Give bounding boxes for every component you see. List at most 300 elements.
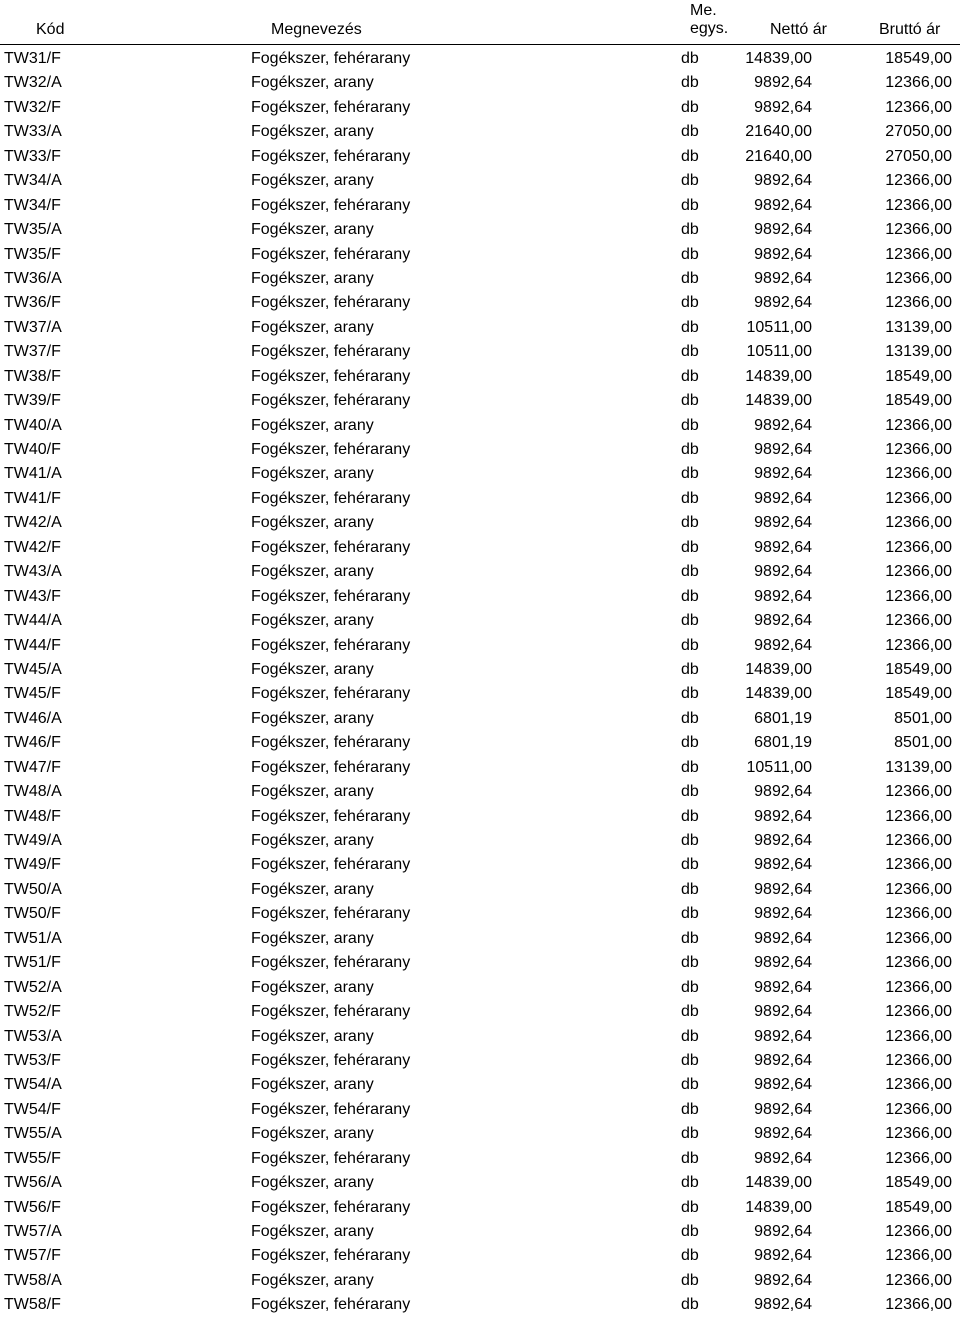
product-name: Fogékszer, fehérarany bbox=[251, 294, 411, 312]
product-name: Fogékszer, arany bbox=[251, 929, 374, 947]
gross-price: 12366,00 bbox=[885, 514, 952, 532]
product-code: TW46/A bbox=[4, 709, 62, 727]
unit: db bbox=[681, 783, 699, 801]
column-header-unit bbox=[690, 2, 728, 38]
table-row bbox=[0, 487, 960, 511]
table-row bbox=[0, 1171, 960, 1195]
gross-price: 13139,00 bbox=[885, 343, 952, 361]
table-row bbox=[0, 682, 960, 706]
table-row bbox=[0, 609, 960, 633]
gross-price: 12366,00 bbox=[885, 1223, 952, 1240]
net-price: 6801,19 bbox=[754, 709, 812, 727]
table-row bbox=[0, 927, 960, 951]
net-price: 21640,00 bbox=[745, 123, 812, 141]
product-name: Fogékszer, fehérarany bbox=[251, 1003, 411, 1021]
net-price: 9892,64 bbox=[754, 1247, 812, 1265]
product-name: Fogékszer, fehérarany bbox=[251, 98, 411, 116]
product-name: Fogékszer, fehérarany bbox=[251, 685, 411, 703]
product-name: Fogékszer, fehérarany bbox=[251, 734, 411, 752]
product-code: TW34/A bbox=[4, 172, 62, 190]
product-code: TW48/A bbox=[4, 783, 62, 801]
unit: db bbox=[681, 147, 699, 165]
unit: db bbox=[681, 856, 699, 874]
header-divider bbox=[0, 44, 960, 45]
net-price: 9892,64 bbox=[754, 954, 812, 972]
unit: db bbox=[681, 978, 699, 996]
product-code: TW54/A bbox=[4, 1076, 62, 1094]
product-name: Fogékszer, arany bbox=[251, 1027, 374, 1045]
unit: db bbox=[681, 1003, 699, 1021]
product-code: TW55/A bbox=[4, 1125, 62, 1143]
gross-price: 12366,00 bbox=[885, 1003, 952, 1021]
unit: db bbox=[681, 294, 699, 312]
gross-price: 12366,00 bbox=[885, 1247, 952, 1265]
unit: db bbox=[681, 1223, 699, 1240]
unit: db bbox=[681, 196, 699, 214]
product-code: TW49/F bbox=[4, 856, 61, 874]
product-code: TW51/F bbox=[4, 954, 61, 972]
gross-price: 12366,00 bbox=[885, 221, 952, 239]
net-price: 14839,00 bbox=[745, 660, 812, 678]
table-row bbox=[0, 805, 960, 829]
net-price: 9892,64 bbox=[754, 807, 812, 825]
product-code: TW37/A bbox=[4, 318, 62, 336]
product-name: Fogékszer, arany bbox=[251, 783, 374, 801]
product-code: TW55/F bbox=[4, 1149, 61, 1167]
unit: db bbox=[681, 269, 699, 287]
product-name: Fogékszer, arany bbox=[251, 416, 374, 434]
product-code: TW36/A bbox=[4, 269, 62, 287]
net-price: 9892,64 bbox=[754, 1027, 812, 1045]
net-price: 9892,64 bbox=[754, 196, 812, 214]
net-price: 9892,64 bbox=[754, 783, 812, 801]
gross-price: 12366,00 bbox=[885, 1027, 952, 1045]
product-name: Fogékszer, arany bbox=[251, 1076, 374, 1094]
table-row bbox=[0, 120, 960, 144]
gross-price: 13139,00 bbox=[885, 758, 952, 776]
table-row bbox=[0, 1147, 960, 1171]
table-row bbox=[0, 536, 960, 560]
gross-price: 13139,00 bbox=[885, 318, 952, 336]
unit: db bbox=[681, 905, 699, 923]
table-row bbox=[0, 878, 960, 902]
product-name: Fogékszer, arany bbox=[251, 709, 374, 727]
net-price: 9892,64 bbox=[754, 929, 812, 947]
column-header-name: Megnevezés bbox=[271, 21, 362, 38]
product-name: Fogékszer, fehérarany bbox=[251, 758, 411, 776]
table-row bbox=[0, 902, 960, 926]
product-code: TW40/F bbox=[4, 441, 61, 458]
price-table-body bbox=[0, 47, 960, 1318]
net-price: 14839,00 bbox=[745, 1198, 812, 1216]
product-name: Fogékszer, fehérarany bbox=[251, 196, 411, 214]
net-price: 9892,64 bbox=[754, 612, 812, 630]
gross-price: 12366,00 bbox=[885, 978, 952, 996]
product-code: TW51/A bbox=[4, 929, 62, 947]
product-code: TW35/F bbox=[4, 245, 61, 263]
unit: db bbox=[681, 1100, 699, 1118]
product-code: TW49/A bbox=[4, 832, 62, 849]
product-code: TW56/F bbox=[4, 1198, 61, 1216]
gross-price: 18549,00 bbox=[885, 685, 952, 703]
net-price: 9892,64 bbox=[754, 269, 812, 287]
product-name: Fogékszer, arany bbox=[251, 465, 374, 483]
gross-price: 12366,00 bbox=[885, 245, 952, 263]
product-name: Fogékszer, arany bbox=[251, 514, 374, 532]
gross-price: 12366,00 bbox=[885, 1051, 952, 1069]
table-row bbox=[0, 756, 960, 780]
gross-price: 12366,00 bbox=[885, 905, 952, 923]
gross-price: 12366,00 bbox=[885, 807, 952, 825]
product-name: Fogékszer, arany bbox=[251, 1174, 374, 1192]
table-row bbox=[0, 1073, 960, 1097]
unit: db bbox=[681, 1051, 699, 1069]
gross-price: 12366,00 bbox=[885, 636, 952, 654]
unit: db bbox=[681, 441, 699, 458]
table-row bbox=[0, 951, 960, 975]
product-name: Fogékszer, fehérarany bbox=[251, 1247, 411, 1265]
gross-price: 18549,00 bbox=[885, 660, 952, 678]
product-name: Fogékszer, fehérarany bbox=[251, 1149, 411, 1167]
gross-price: 12366,00 bbox=[885, 563, 952, 581]
table-row bbox=[0, 218, 960, 242]
table-row bbox=[0, 389, 960, 413]
product-code: TW48/F bbox=[4, 807, 61, 825]
net-price: 9892,64 bbox=[754, 172, 812, 190]
table-row bbox=[0, 340, 960, 364]
product-name: Fogékszer, arany bbox=[251, 123, 374, 141]
table-row bbox=[0, 585, 960, 609]
net-price: 6801,19 bbox=[754, 734, 812, 752]
unit: db bbox=[681, 245, 699, 263]
column-header-unit-line2: egys. bbox=[690, 20, 729, 37]
net-price: 9892,64 bbox=[754, 832, 812, 849]
product-name: Fogékszer, arany bbox=[251, 74, 374, 92]
product-name: Fogékszer, arany bbox=[251, 269, 374, 287]
net-price: 9892,64 bbox=[754, 441, 812, 458]
unit: db bbox=[681, 587, 699, 605]
product-code: TW41/A bbox=[4, 465, 62, 483]
product-code: TW53/A bbox=[4, 1027, 62, 1045]
net-price: 9892,64 bbox=[754, 1125, 812, 1143]
product-code: TW31/F bbox=[4, 50, 61, 67]
net-price: 9892,64 bbox=[754, 1051, 812, 1069]
unit: db bbox=[681, 1198, 699, 1216]
table-row bbox=[0, 1269, 960, 1293]
unit: db bbox=[681, 1076, 699, 1094]
product-code: TW44/F bbox=[4, 636, 61, 654]
product-code: TW37/F bbox=[4, 343, 61, 361]
gross-price: 12366,00 bbox=[885, 929, 952, 947]
gross-price: 27050,00 bbox=[885, 123, 952, 141]
net-price: 21640,00 bbox=[745, 147, 812, 165]
table-row bbox=[0, 634, 960, 658]
net-price: 9892,64 bbox=[754, 1296, 812, 1314]
table-row bbox=[0, 1049, 960, 1073]
gross-price: 12366,00 bbox=[885, 880, 952, 898]
gross-price: 12366,00 bbox=[885, 1076, 952, 1094]
net-price: 9892,64 bbox=[754, 1003, 812, 1021]
unit: db bbox=[681, 538, 699, 556]
product-code: TW33/A bbox=[4, 123, 62, 141]
gross-price: 18549,00 bbox=[885, 1198, 952, 1216]
gross-price: 8501,00 bbox=[894, 709, 952, 727]
product-code: TW35/A bbox=[4, 221, 62, 239]
net-price: 9892,64 bbox=[754, 1076, 812, 1094]
unit: db bbox=[681, 318, 699, 336]
unit: db bbox=[681, 50, 699, 67]
table-row bbox=[0, 365, 960, 389]
unit: db bbox=[681, 392, 699, 410]
product-name: Fogékszer, arany bbox=[251, 978, 374, 996]
gross-price: 18549,00 bbox=[885, 392, 952, 410]
gross-price: 12366,00 bbox=[885, 465, 952, 483]
unit: db bbox=[681, 123, 699, 141]
gross-price: 12366,00 bbox=[885, 294, 952, 312]
unit: db bbox=[681, 367, 699, 385]
unit: db bbox=[681, 172, 699, 190]
product-name: Fogékszer, arany bbox=[251, 1271, 374, 1289]
net-price: 14839,00 bbox=[745, 392, 812, 410]
product-name: Fogékszer, fehérarany bbox=[251, 1296, 411, 1314]
product-name: Fogékszer, fehérarany bbox=[251, 636, 411, 654]
table-row bbox=[0, 169, 960, 193]
net-price: 14839,00 bbox=[745, 685, 812, 703]
product-code: TW53/F bbox=[4, 1051, 61, 1069]
gross-price: 12366,00 bbox=[885, 1100, 952, 1118]
gross-price: 12366,00 bbox=[885, 856, 952, 874]
product-code: TW41/F bbox=[4, 489, 61, 507]
product-code: TW52/F bbox=[4, 1003, 61, 1021]
gross-price: 12366,00 bbox=[885, 954, 952, 972]
gross-price: 12366,00 bbox=[885, 783, 952, 801]
product-code: TW58/A bbox=[4, 1271, 62, 1289]
unit: db bbox=[681, 929, 699, 947]
product-name: Fogékszer, arany bbox=[251, 1223, 374, 1240]
net-price: 9892,64 bbox=[754, 905, 812, 923]
table-row bbox=[0, 267, 960, 291]
net-price: 9892,64 bbox=[754, 74, 812, 92]
table-row bbox=[0, 511, 960, 535]
product-code: TW43/F bbox=[4, 587, 61, 605]
product-name: Fogékszer, fehérarany bbox=[251, 1198, 411, 1216]
table-row bbox=[0, 1000, 960, 1024]
product-code: TW50/F bbox=[4, 905, 61, 923]
product-name: Fogékszer, arany bbox=[251, 318, 374, 336]
net-price: 9892,64 bbox=[754, 1100, 812, 1118]
net-price: 9892,64 bbox=[754, 1149, 812, 1167]
net-price: 10511,00 bbox=[746, 758, 812, 776]
product-code: TW46/F bbox=[4, 734, 61, 752]
product-code: TW44/A bbox=[4, 612, 62, 630]
column-header-net-price: Nettó ár bbox=[770, 21, 827, 38]
product-code: TW50/A bbox=[4, 880, 62, 898]
table-row bbox=[0, 560, 960, 584]
gross-price: 8501,00 bbox=[894, 734, 952, 752]
unit: db bbox=[681, 1174, 699, 1192]
unit: db bbox=[681, 880, 699, 898]
gross-price: 12366,00 bbox=[885, 832, 952, 849]
net-price: 9892,64 bbox=[754, 563, 812, 581]
table-row bbox=[0, 291, 960, 315]
product-name: Fogékszer, fehérarany bbox=[251, 50, 411, 67]
unit: db bbox=[681, 563, 699, 581]
table-row bbox=[0, 438, 960, 462]
unit: db bbox=[681, 660, 699, 678]
product-name: Fogékszer, fehérarany bbox=[251, 147, 411, 165]
gross-price: 12366,00 bbox=[885, 416, 952, 434]
unit: db bbox=[681, 98, 699, 116]
unit: db bbox=[681, 1247, 699, 1265]
net-price: 9892,64 bbox=[754, 978, 812, 996]
net-price: 9892,64 bbox=[754, 221, 812, 239]
product-code: TW47/F bbox=[4, 758, 61, 776]
product-code: TW52/A bbox=[4, 978, 62, 996]
unit: db bbox=[681, 465, 699, 483]
net-price: 9892,64 bbox=[754, 587, 812, 605]
product-name: Fogékszer, fehérarany bbox=[251, 538, 411, 556]
unit: db bbox=[681, 489, 699, 507]
net-price: 10511,00 bbox=[746, 318, 812, 336]
net-price: 9892,64 bbox=[754, 1223, 812, 1240]
table-row bbox=[0, 1220, 960, 1244]
table-row bbox=[0, 731, 960, 755]
table-row bbox=[0, 1122, 960, 1146]
product-name: Fogékszer, fehérarany bbox=[251, 905, 411, 923]
unit: db bbox=[681, 1125, 699, 1143]
product-code: TW32/F bbox=[4, 98, 61, 116]
gross-price: 12366,00 bbox=[885, 1125, 952, 1143]
net-price: 9892,64 bbox=[754, 98, 812, 116]
net-price: 14839,00 bbox=[745, 50, 812, 67]
gross-price: 27050,00 bbox=[885, 147, 952, 165]
column-header-unit-line1: Me. bbox=[690, 2, 717, 19]
unit: db bbox=[681, 74, 699, 92]
gross-price: 12366,00 bbox=[885, 489, 952, 507]
table-row bbox=[0, 1196, 960, 1220]
table-row bbox=[0, 1244, 960, 1268]
unit: db bbox=[681, 685, 699, 703]
gross-price: 12366,00 bbox=[885, 1296, 952, 1314]
product-name: Fogékszer, arany bbox=[251, 563, 374, 581]
net-price: 9892,64 bbox=[754, 416, 812, 434]
table-row bbox=[0, 194, 960, 218]
table-row bbox=[0, 414, 960, 438]
unit: db bbox=[681, 416, 699, 434]
table-row bbox=[0, 243, 960, 267]
product-code: TW40/A bbox=[4, 416, 62, 434]
unit: db bbox=[681, 1149, 699, 1167]
net-price: 9892,64 bbox=[754, 465, 812, 483]
table-row bbox=[0, 707, 960, 731]
net-price: 9892,64 bbox=[754, 1271, 812, 1289]
product-name: Fogékszer, fehérarany bbox=[251, 587, 411, 605]
gross-price: 12366,00 bbox=[885, 172, 952, 190]
product-name: Fogékszer, arany bbox=[251, 1125, 374, 1143]
unit: db bbox=[681, 709, 699, 727]
product-code: TW43/A bbox=[4, 563, 62, 581]
product-name: Fogékszer, arany bbox=[251, 832, 374, 849]
product-name: Fogékszer, arany bbox=[251, 221, 374, 239]
gross-price: 12366,00 bbox=[885, 538, 952, 556]
gross-price: 12366,00 bbox=[885, 612, 952, 630]
table-row bbox=[0, 780, 960, 804]
table-row bbox=[0, 1293, 960, 1317]
table-row bbox=[0, 853, 960, 877]
gross-price: 12366,00 bbox=[885, 1271, 952, 1289]
unit: db bbox=[681, 1027, 699, 1045]
gross-price: 18549,00 bbox=[885, 367, 952, 385]
product-code: TW33/F bbox=[4, 147, 61, 165]
product-code: TW39/F bbox=[4, 392, 61, 410]
product-code: TW38/F bbox=[4, 367, 61, 385]
product-code: TW32/A bbox=[4, 74, 62, 92]
table-header bbox=[0, 0, 960, 44]
gross-price: 12366,00 bbox=[885, 196, 952, 214]
gross-price: 18549,00 bbox=[885, 1174, 952, 1192]
unit: db bbox=[681, 954, 699, 972]
net-price: 9892,64 bbox=[754, 294, 812, 312]
gross-price: 12366,00 bbox=[885, 74, 952, 92]
net-price: 14839,00 bbox=[745, 367, 812, 385]
product-name: Fogékszer, arany bbox=[251, 172, 374, 190]
product-code: TW42/A bbox=[4, 514, 62, 532]
product-code: TW36/F bbox=[4, 294, 61, 312]
product-name: Fogékszer, fehérarany bbox=[251, 1051, 411, 1069]
gross-price: 12366,00 bbox=[885, 441, 952, 458]
unit: db bbox=[681, 343, 699, 361]
product-code: TW45/A bbox=[4, 660, 62, 678]
product-code: TW56/A bbox=[4, 1174, 62, 1192]
product-code: TW58/F bbox=[4, 1296, 61, 1314]
table-row bbox=[0, 96, 960, 120]
gross-price: 12366,00 bbox=[885, 587, 952, 605]
gross-price: 12366,00 bbox=[885, 269, 952, 287]
column-header-gross-price: Bruttó ár bbox=[879, 21, 941, 38]
net-price: 9892,64 bbox=[754, 856, 812, 874]
gross-price: 12366,00 bbox=[885, 1149, 952, 1167]
unit: db bbox=[681, 807, 699, 825]
column-header-code: Kód bbox=[36, 21, 65, 38]
product-name: Fogékszer, arany bbox=[251, 612, 374, 630]
product-name: Fogékszer, fehérarany bbox=[251, 807, 411, 825]
table-row bbox=[0, 1025, 960, 1049]
unit: db bbox=[681, 514, 699, 532]
unit: db bbox=[681, 221, 699, 239]
unit: db bbox=[681, 1271, 699, 1289]
gross-price: 12366,00 bbox=[885, 98, 952, 116]
net-price: 9892,64 bbox=[754, 489, 812, 507]
gross-price: 18549,00 bbox=[885, 50, 952, 67]
net-price: 9892,64 bbox=[754, 636, 812, 654]
table-row bbox=[0, 47, 960, 71]
table-row bbox=[0, 71, 960, 95]
unit: db bbox=[681, 832, 699, 849]
product-code: TW42/F bbox=[4, 538, 61, 556]
table-row bbox=[0, 976, 960, 1000]
net-price: 9892,64 bbox=[754, 514, 812, 532]
table-row bbox=[0, 462, 960, 486]
table-row bbox=[0, 658, 960, 682]
unit: db bbox=[681, 734, 699, 752]
unit: db bbox=[681, 612, 699, 630]
unit: db bbox=[681, 758, 699, 776]
net-price: 10511,00 bbox=[746, 343, 812, 361]
net-price: 9892,64 bbox=[754, 538, 812, 556]
table-row bbox=[0, 1098, 960, 1122]
unit: db bbox=[681, 636, 699, 654]
product-name: Fogékszer, fehérarany bbox=[251, 343, 411, 361]
